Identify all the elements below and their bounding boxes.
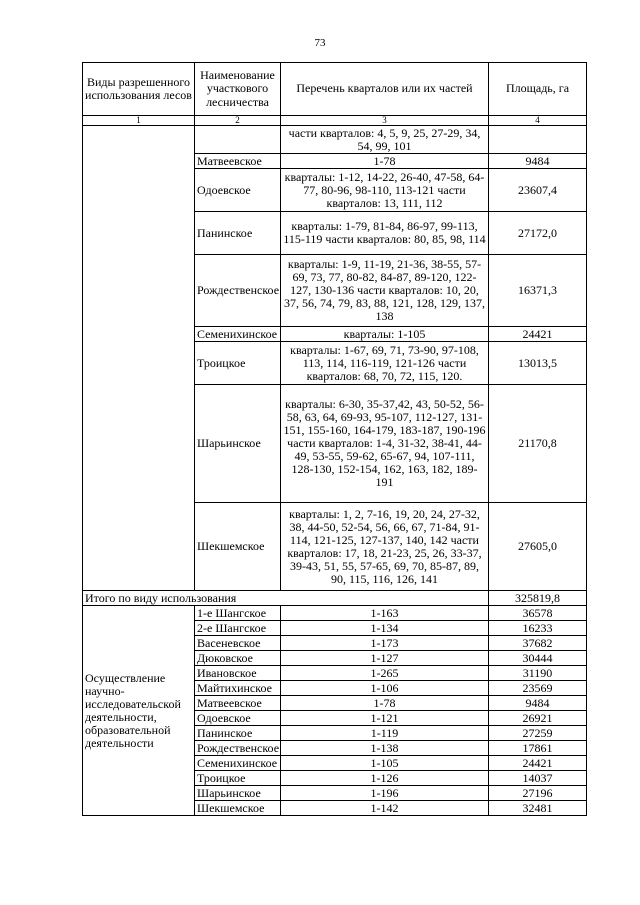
area-cell: 16371,3 — [489, 255, 587, 327]
forestry-cell: Троицкое — [195, 342, 281, 385]
forestry-cell: Шарьинское — [195, 385, 281, 503]
quarters-cell: 1-121 — [281, 711, 489, 726]
quarters-cell: 1-173 — [281, 636, 489, 651]
quarters-cell: 1-119 — [281, 726, 489, 741]
quarters-cell: кварталы: 1-105 — [281, 327, 489, 342]
area-cell: 16233 — [489, 621, 587, 636]
forestry-cell: Панинское — [195, 212, 281, 255]
forestry-cell: Семенихинское — [195, 327, 281, 342]
quarters-cell: кварталы: 6-30, 35-37,42, 43, 50-52, 56-58, 63, 64, 69-93, 95-107, 112-127, 131-151, 155-160, 164-179, 183-187, 190-196 части кварталов: 1-4, 31-32, 38-41, 44-49, 53-55, 59-62, 65-67, 94, 107-111, 128-130, 152-154, 162, 163, 182, 189-191 — [281, 385, 489, 503]
area-cell: 14037 — [489, 771, 587, 786]
quarters-cell: кварталы: 1-9, 11-19, 21-36, 38-55, 57-69, 73, 77, 80-82, 84-87, 89-120, 122-127, 130-136 части кварталов: 10, 20, 37, 56, 74, 79, 83, 88, 121, 128, 129, 137, 138 — [281, 255, 489, 327]
total-row — [83, 591, 587, 606]
forestry-cell: Одоевское — [195, 169, 281, 212]
area-cell: 32481 — [489, 801, 587, 816]
forestry-cell: 2-е Шангское — [195, 621, 281, 636]
quarters-cell: части кварталов: 4, 5, 9, 25, 27-29, 34, 54, 99, 101 — [281, 126, 489, 154]
quarters-cell: 1-134 — [281, 621, 489, 636]
total-value: 325819,8 — [489, 591, 587, 606]
forestry-cell: Майтихинское — [195, 681, 281, 696]
quarters-cell: 1-265 — [281, 666, 489, 681]
page-number: 73 — [314, 37, 326, 49]
forestry-cell: Рождественское — [195, 741, 281, 756]
forestry-cell: Матвеевское — [195, 696, 281, 711]
forestry-cell: Рождественское — [195, 255, 281, 327]
quarters-cell: 1-105 — [281, 756, 489, 771]
forestry-cell — [195, 126, 281, 154]
area-cell: 27259 — [489, 726, 587, 741]
forestry-cell: Одоевское — [195, 711, 281, 726]
area-cell: 9484 — [489, 154, 587, 169]
forestry-cell: Дюковское — [195, 651, 281, 666]
area-cell: 21170,8 — [489, 385, 587, 503]
area-cell: 37682 — [489, 636, 587, 651]
quarters-cell: 1-106 — [281, 681, 489, 696]
column-number: 4 — [489, 116, 587, 126]
total-label: Итого по виду использования — [83, 591, 489, 606]
quarters-cell: 1-196 — [281, 786, 489, 801]
area-cell: 36578 — [489, 606, 587, 621]
column-number: 1 — [83, 116, 195, 126]
quarters-cell: кварталы: 1-79, 81-84, 86-97, 99-113, 115-119 части кварталов: 80, 85, 98, 114 — [281, 212, 489, 255]
area-cell: 23569 — [489, 681, 587, 696]
area-cell: 26921 — [489, 711, 587, 726]
quarters-cell: кварталы: 1-67, 69, 71, 73-90, 97-108, 113, 114, 116-119, 121-126 части кварталов: 68, 70, 72, 115, 120. — [281, 342, 489, 385]
quarters-cell: 1-127 — [281, 651, 489, 666]
use-type-cell: Осуществление научно-исследовательской деятельности, образовательной деятельности — [83, 606, 195, 816]
forestry-cell: Шекшемское — [195, 503, 281, 591]
header-list: Перечень кварталов или их частей — [281, 63, 489, 116]
forest-quarters-table — [82, 62, 587, 816]
area-cell: 9484 — [489, 696, 587, 711]
header-row — [83, 63, 587, 116]
forestry-cell: Васеневское — [195, 636, 281, 651]
area-cell: 27605,0 — [489, 503, 587, 591]
quarters-cell: кварталы: 1-12, 14-22, 26-40, 47-58, 64-77, 80-96, 98-110, 113-121 части кварталов: 13, 111, 112 — [281, 169, 489, 212]
area-cell: 27172,0 — [489, 212, 587, 255]
area-cell: 31190 — [489, 666, 587, 681]
column-number: 3 — [281, 116, 489, 126]
forestry-cell: Троицкое — [195, 771, 281, 786]
header-area: Площадь, га — [489, 63, 587, 116]
header-use: Виды разрешенного использования лесов — [83, 63, 195, 116]
forestry-cell: Панинское — [195, 726, 281, 741]
header-forestry: Наименование участкового лесничества — [195, 63, 281, 116]
quarters-cell: 1-78 — [281, 154, 489, 169]
quarters-cell: 1-142 — [281, 801, 489, 816]
table-row — [83, 606, 587, 621]
forestry-cell: Шарьинское — [195, 786, 281, 801]
use-type-cell — [83, 126, 195, 591]
area-cell: 27196 — [489, 786, 587, 801]
forestry-cell: Шекшемское — [195, 801, 281, 816]
area-cell: 24421 — [489, 756, 587, 771]
forestry-cell: Ивановское — [195, 666, 281, 681]
area-cell: 24421 — [489, 327, 587, 342]
forestry-cell: Матвеевское — [195, 154, 281, 169]
quarters-cell: 1-163 — [281, 606, 489, 621]
area-cell — [489, 126, 587, 154]
column-number: 2 — [195, 116, 281, 126]
quarters-cell: 1-78 — [281, 696, 489, 711]
quarters-cell: кварталы: 1, 2, 7-16, 19, 20, 24, 27-32, 38, 44-50, 52-54, 56, 66, 67, 71-84, 91-114, 121-125, 127-137, 140, 142 части кварталов: 17, 18, 21-23, 25, 26, 33-37, 39-43, 51, 55, 57-65, 69, 70, 85-87, 89, 90, 115, 116, 126, 141 — [281, 503, 489, 591]
area-cell: 30444 — [489, 651, 587, 666]
area-cell: 13013,5 — [489, 342, 587, 385]
quarters-cell: 1-138 — [281, 741, 489, 756]
forestry-cell: Семенихинское — [195, 756, 281, 771]
forestry-cell: 1-е Шангское — [195, 606, 281, 621]
area-cell: 17861 — [489, 741, 587, 756]
quarters-cell: 1-126 — [281, 771, 489, 786]
table-row — [83, 126, 587, 154]
column-number-row — [83, 116, 587, 126]
area-cell: 23607,4 — [489, 169, 587, 212]
